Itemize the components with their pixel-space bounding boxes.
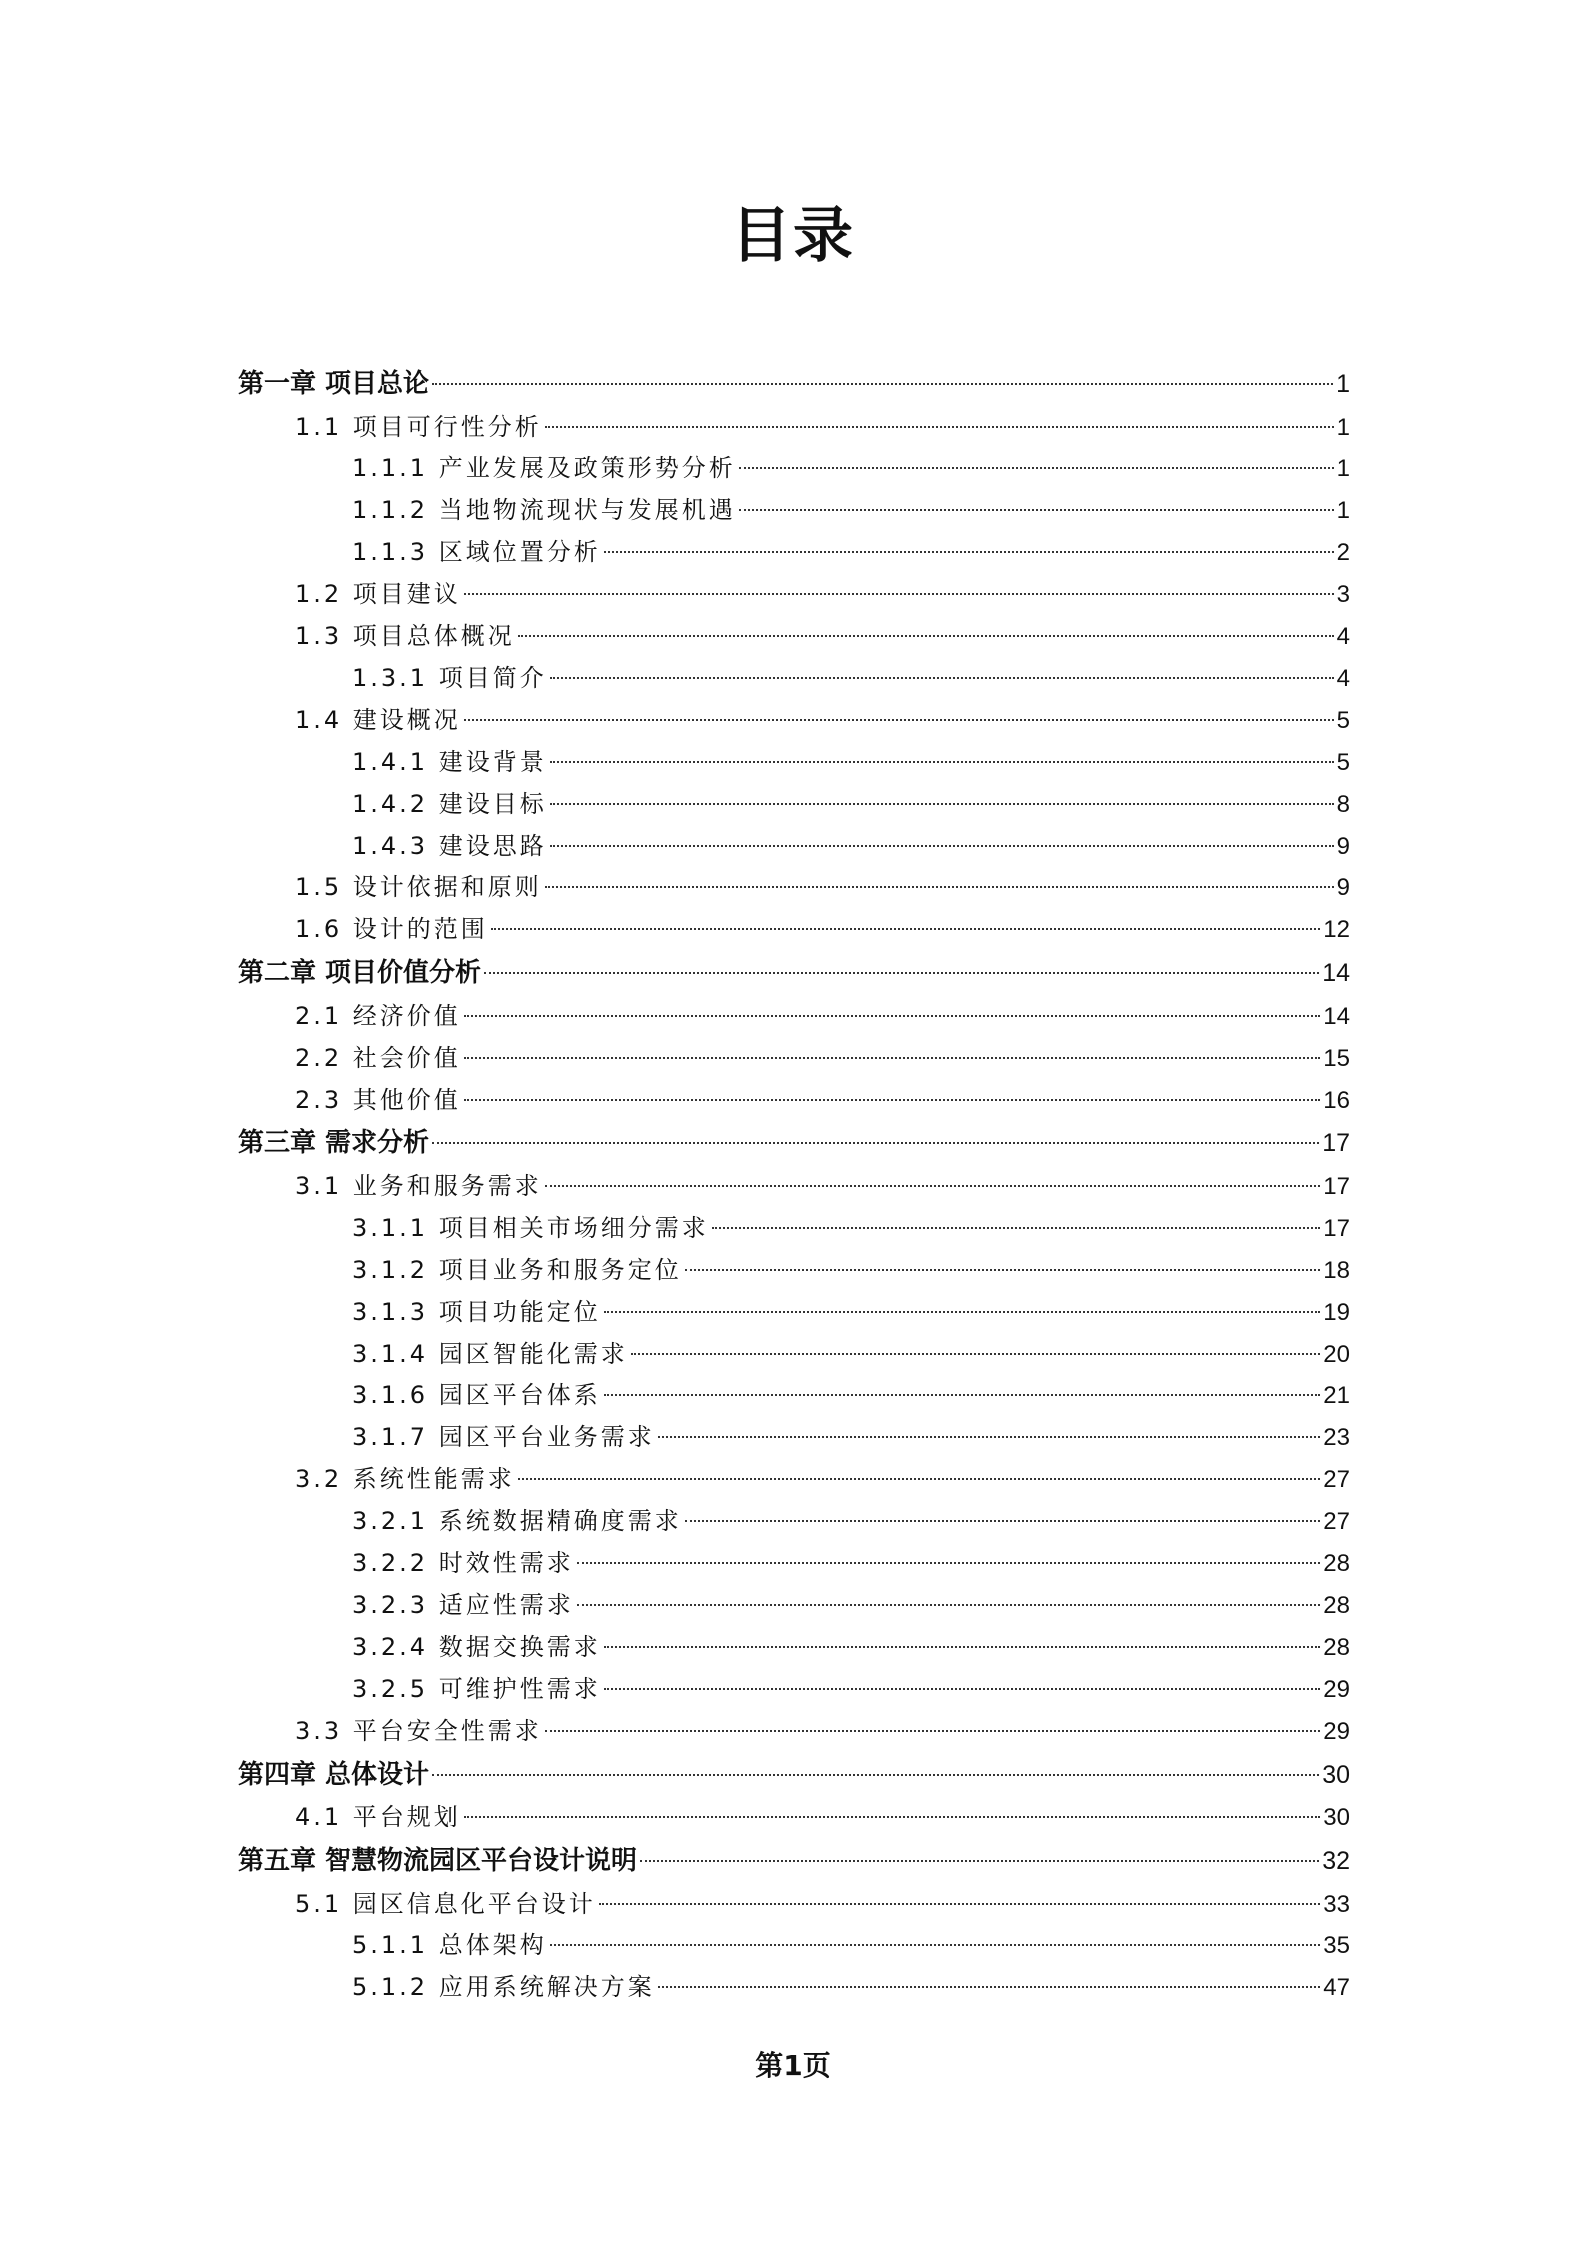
- toc-entry-label: 3.2 系统性能需求: [295, 1465, 515, 1494]
- toc-dot-leader: [550, 1944, 1321, 1946]
- toc-entry[interactable]: [238, 1585, 1350, 1627]
- toc-dot-leader: [464, 593, 1334, 595]
- toc-dot-leader: [712, 1227, 1321, 1229]
- toc-entry-page-number: 17: [1322, 1129, 1350, 1158]
- toc-dot-leader: [432, 1142, 1319, 1144]
- toc-entry[interactable]: [238, 1250, 1350, 1292]
- toc-dot-leader: [464, 1015, 1321, 1017]
- toc-entry-label: 3.1.2 项目业务和服务定位: [352, 1255, 682, 1284]
- toc-dot-leader: [604, 1394, 1321, 1396]
- toc-entry[interactable]: [238, 951, 1350, 996]
- toc-entry[interactable]: [238, 1459, 1350, 1501]
- toc-dot-leader: [484, 972, 1319, 974]
- toc-entry-page-number: 30: [1323, 1804, 1350, 1832]
- toc-entry-label: 3.1 业务和服务需求: [295, 1172, 542, 1201]
- toc-dot-leader: [599, 1903, 1321, 1905]
- toc-dot-leader: [685, 1269, 1321, 1271]
- toc-entry-label: 4.1 平台规划: [295, 1803, 461, 1832]
- toc-entry-page-number: 9: [1336, 832, 1350, 860]
- table-of-contents: [238, 362, 1350, 2009]
- toc-entry-label: 第五章 智慧物流园区平台设计说明: [238, 1845, 638, 1876]
- toc-dot-leader: [432, 383, 1333, 385]
- toc-entry[interactable]: [238, 490, 1350, 532]
- toc-entry[interactable]: [238, 1627, 1350, 1669]
- toc-entry[interactable]: [238, 826, 1350, 868]
- toc-entry[interactable]: [238, 1417, 1350, 1459]
- toc-entry-page-number: 23: [1323, 1424, 1350, 1452]
- toc-entry[interactable]: [238, 700, 1350, 742]
- toc-entry-page-number: 20: [1323, 1340, 1350, 1368]
- toc-entry[interactable]: [238, 532, 1350, 574]
- toc-entry-page-number: 19: [1323, 1298, 1350, 1326]
- toc-dot-leader: [577, 1604, 1321, 1606]
- toc-entry-page-number: 18: [1323, 1256, 1350, 1284]
- toc-entry-page-number: 29: [1323, 1717, 1350, 1745]
- toc-entry-page-number: 30: [1322, 1760, 1350, 1789]
- toc-entry-page-number: 33: [1323, 1890, 1350, 1918]
- toc-dot-leader: [550, 677, 1334, 679]
- toc-entry-page-number: 4: [1336, 623, 1350, 651]
- toc-dot-leader: [739, 509, 1334, 511]
- toc-dot-leader: [464, 1057, 1321, 1059]
- toc-entry-page-number: 14: [1322, 959, 1350, 988]
- toc-dot-leader: [464, 1816, 1321, 1818]
- toc-entry-label: 2.3 其他价值: [295, 1085, 461, 1114]
- toc-dot-leader: [550, 761, 1334, 763]
- toc-dot-leader: [491, 928, 1321, 930]
- toc-entry-page-number: 3: [1336, 581, 1350, 609]
- toc-entry-page-number: 2: [1336, 539, 1350, 567]
- toc-dot-leader: [604, 1688, 1321, 1690]
- toc-entry-label: 1.2 项目建议: [295, 580, 461, 609]
- toc-entry[interactable]: [238, 1038, 1350, 1080]
- toc-entry[interactable]: [238, 1166, 1350, 1208]
- toc-entry[interactable]: [238, 658, 1350, 700]
- toc-entry-page-number: 29: [1323, 1675, 1350, 1703]
- toc-dot-leader: [604, 551, 1334, 553]
- toc-entry[interactable]: [238, 1753, 1350, 1798]
- toc-entry-label: 3.3 平台安全性需求: [295, 1716, 542, 1745]
- toc-dot-leader: [545, 1730, 1321, 1732]
- toc-dot-leader: [432, 1774, 1319, 1776]
- toc-entry-label: 1.1.1 产业发展及政策形势分析: [352, 454, 736, 483]
- toc-entry-label: 5.1 园区信息化平台设计: [295, 1889, 596, 1918]
- toc-dot-leader: [545, 426, 1334, 428]
- toc-entry-label: 1.4.1 建设背景: [352, 747, 547, 776]
- toc-entry-page-number: 27: [1323, 1508, 1350, 1536]
- toc-entry-page-number: 14: [1323, 1002, 1350, 1030]
- toc-entry-label: 3.1.7 园区平台业务需求: [352, 1423, 655, 1452]
- toc-entry-label: 1.3.1 项目简介: [352, 663, 547, 692]
- toc-entry[interactable]: [238, 909, 1350, 951]
- toc-entry-label: 1.1.3 区域位置分析: [352, 538, 601, 567]
- toc-entry[interactable]: [238, 1925, 1350, 1967]
- toc-entry[interactable]: [238, 1669, 1350, 1711]
- toc-entry[interactable]: [238, 1208, 1350, 1250]
- toc-dot-leader: [518, 635, 1334, 637]
- toc-entry-page-number: 28: [1323, 1591, 1350, 1619]
- toc-entry-page-number: 9: [1336, 874, 1350, 902]
- toc-entry-label: 1.4.3 建设思路: [352, 831, 547, 860]
- toc-entry-label: 第四章 总体设计: [238, 1759, 430, 1790]
- toc-entry-page-number: 17: [1323, 1214, 1350, 1242]
- page-number-footer: 第1页: [755, 2049, 831, 2082]
- toc-entry-label: 5.1.1 总体架构: [352, 1931, 547, 1960]
- toc-dot-leader: [631, 1353, 1321, 1355]
- toc-entry-page-number: 27: [1323, 1466, 1350, 1494]
- toc-entry-page-number: 8: [1336, 790, 1350, 818]
- toc-entry-page-number: 4: [1336, 664, 1350, 692]
- toc-entry-page-number: 1: [1336, 455, 1350, 483]
- toc-entry-page-number: 28: [1323, 1550, 1350, 1578]
- toc-entry[interactable]: [238, 1375, 1350, 1417]
- toc-entry-page-number: 17: [1323, 1173, 1350, 1201]
- toc-entry-label: 1.1 项目可行性分析: [295, 412, 542, 441]
- toc-entry-label: 3.1.1 项目相关市场细分需求: [352, 1213, 709, 1242]
- toc-entry-label: 3.1.3 项目功能定位: [352, 1297, 601, 1326]
- toc-entry-label: 1.4.2 建设目标: [352, 789, 547, 818]
- toc-entry[interactable]: [238, 784, 1350, 826]
- toc-dot-leader: [604, 1311, 1321, 1313]
- toc-entry-page-number: 15: [1323, 1044, 1350, 1072]
- toc-entry-label: 2.1 经济价值: [295, 1001, 461, 1030]
- toc-dot-leader: [658, 1436, 1321, 1438]
- toc-entry-label: 2.2 社会价值: [295, 1043, 461, 1072]
- toc-entry-label: 3.2.1 系统数据精确度需求: [352, 1507, 682, 1536]
- toc-entry[interactable]: [238, 1797, 1350, 1839]
- toc-entry[interactable]: [238, 1967, 1350, 2009]
- toc-entry[interactable]: [238, 574, 1350, 616]
- toc-entry[interactable]: [238, 1501, 1350, 1543]
- toc-entry[interactable]: [238, 1711, 1350, 1753]
- toc-entry[interactable]: [238, 1543, 1350, 1585]
- toc-entry[interactable]: [238, 407, 1350, 449]
- toc-dot-leader: [464, 719, 1334, 721]
- toc-entry-label: 3.2.5 可维护性需求: [352, 1674, 601, 1703]
- toc-entry-page-number: 1: [1336, 370, 1350, 398]
- toc-dot-leader: [545, 886, 1334, 888]
- toc-dot-leader: [577, 1562, 1321, 1564]
- toc-entry[interactable]: [238, 362, 1350, 407]
- toc-dot-leader: [739, 467, 1334, 469]
- toc-entry-page-number: 5: [1336, 748, 1350, 776]
- toc-dot-leader: [464, 1099, 1321, 1101]
- toc-entry[interactable]: [238, 867, 1350, 909]
- toc-entry-label: 第一章 项目总论: [238, 369, 430, 399]
- toc-entry-label: 1.3 项目总体概况: [295, 622, 515, 651]
- toc-entry[interactable]: [238, 742, 1350, 784]
- toc-entry-page-number: 21: [1323, 1382, 1350, 1410]
- toc-dot-leader: [604, 1646, 1321, 1648]
- toc-entry-label: 3.2.2 时效性需求: [352, 1549, 574, 1578]
- toc-entry-page-number: 32: [1322, 1846, 1350, 1875]
- toc-entry[interactable]: [238, 1334, 1350, 1376]
- toc-entry[interactable]: [238, 616, 1350, 658]
- toc-entry-label: 1.6 设计的范围: [295, 915, 488, 944]
- toc-dot-leader: [640, 1860, 1319, 1862]
- toc-entry[interactable]: [238, 448, 1350, 490]
- toc-dot-leader: [545, 1185, 1321, 1187]
- toc-dot-leader: [550, 803, 1334, 805]
- page-title: 目录: [731, 201, 855, 271]
- toc-entry-label: 3.2.3 适应性需求: [352, 1590, 574, 1619]
- toc-entry-label: 1.1.2 当地物流现状与发展机遇: [352, 496, 736, 525]
- toc-entry-page-number: 28: [1323, 1633, 1350, 1661]
- toc-entry[interactable]: [238, 1839, 1350, 1884]
- toc-entry-label: 第二章 项目价值分析: [238, 958, 482, 989]
- toc-entry[interactable]: [238, 996, 1350, 1038]
- toc-entry-label: 3.1.4 园区智能化需求: [352, 1339, 628, 1368]
- toc-entry[interactable]: [238, 1292, 1350, 1334]
- toc-entry-label: 1.5 设计依据和原则: [295, 873, 542, 902]
- toc-entry-label: 3.2.4 数据交换需求: [352, 1632, 601, 1661]
- toc-entry-label: 5.1.2 应用系统解决方案: [352, 1973, 655, 2002]
- toc-dot-leader: [550, 845, 1334, 847]
- toc-dot-leader: [518, 1478, 1321, 1480]
- toc-dot-leader: [658, 1986, 1321, 1988]
- toc-entry[interactable]: [238, 1884, 1350, 1926]
- toc-entry-label: 第三章 需求分析: [238, 1128, 430, 1159]
- toc-dot-leader: [685, 1520, 1321, 1522]
- toc-entry-page-number: 47: [1323, 1974, 1350, 2002]
- toc-entry[interactable]: [238, 1121, 1350, 1166]
- toc-entry-page-number: 35: [1323, 1932, 1350, 1960]
- toc-entry-page-number: 12: [1323, 916, 1350, 944]
- toc-entry-label: 3.1.6 园区平台体系: [352, 1381, 601, 1410]
- toc-entry-page-number: 16: [1323, 1086, 1350, 1114]
- toc-entry[interactable]: [238, 1080, 1350, 1122]
- toc-entry-label: 1.4 建设概况: [295, 705, 461, 734]
- toc-entry-page-number: 1: [1336, 413, 1350, 441]
- toc-entry-page-number: 1: [1336, 497, 1350, 525]
- toc-entry-page-number: 5: [1336, 706, 1350, 734]
